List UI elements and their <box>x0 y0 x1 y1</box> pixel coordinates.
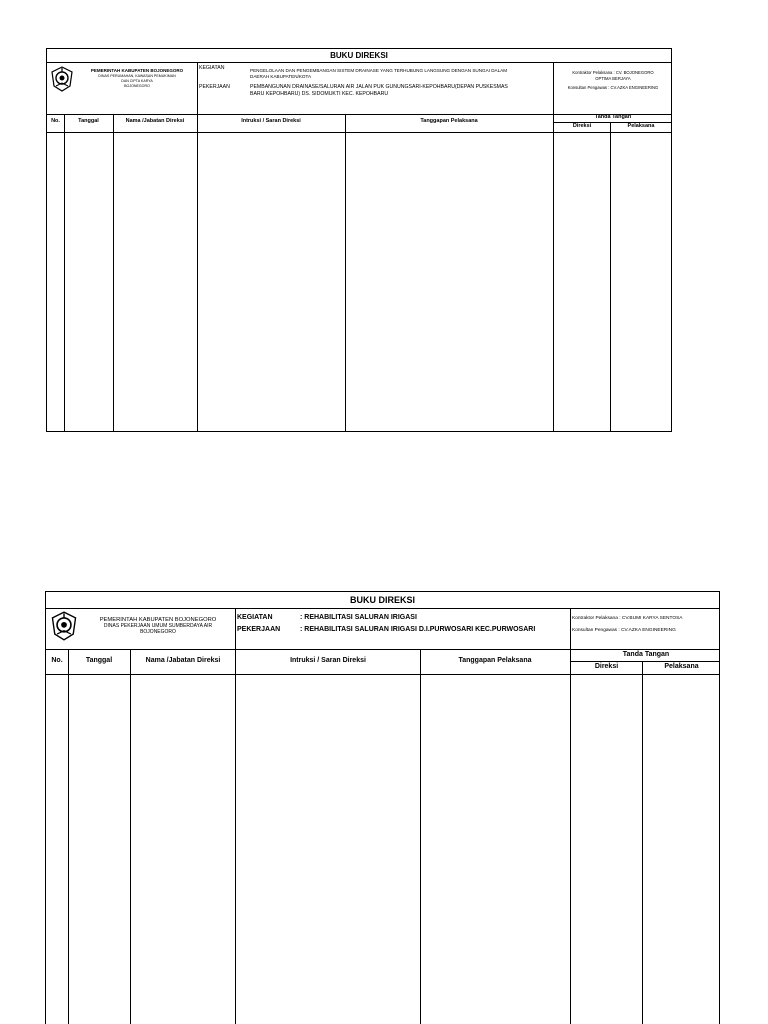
column-header-no: No. <box>51 118 60 124</box>
kontraktor-pelaksana-line2: OPTIMA BERJAYA <box>595 76 631 81</box>
pekerjaan-value: : REHABILITASI SALURAN IRIGASI D.I.PURWOSARI KEC.PURWOSARI <box>300 626 536 633</box>
direksi-form-2 <box>45 591 720 1024</box>
column-header-no: No. <box>51 657 63 664</box>
org-city: BOJONEGORO <box>124 84 150 88</box>
org-department: DINAS PEKERJAAN UMUM SUMBERDAYA AIR <box>103 623 213 629</box>
pekerjaan-label: PEKERJAAN <box>237 626 281 633</box>
column-header-tanggapan: Tanggapan Pelaksana <box>458 657 532 664</box>
column-header-tanggal: Tanggal <box>78 118 99 124</box>
column-header-instruksi: Intruksi / Saran Direksi <box>290 657 366 664</box>
bojonegoro-emblem-icon <box>51 66 73 92</box>
column-header-tanggal: Tanggal <box>85 657 113 664</box>
kegiatan-value-line2: DAERAH KABUPATEN/KOTA <box>250 74 312 79</box>
form-title: BUKU DIREKSI <box>349 595 415 605</box>
direksi-form-1 <box>46 48 672 432</box>
form-title: BUKU DIREKSI <box>330 51 388 60</box>
column-header-pelaksana: Pelaksana <box>664 663 699 670</box>
org-name: PEMERINTAH KABUPATEN BOJONEGORO <box>99 617 217 623</box>
column-header-tanda-tangan: Tanda Tangan <box>594 114 632 120</box>
column-header-nama-jabatan: Nama /Jabatan Direksi <box>125 118 185 124</box>
kegiatan-value: PENGELOLAAN DAN PENGEMBANGAN SISTEM DRAINASE YANG TERHUBUNG LANGSUNG DENGAN SUNGAI DALAM <box>250 68 508 73</box>
kegiatan-value: : REHABILITASI SALURAN IRIGASI <box>300 614 417 621</box>
column-header-instruksi: Intruksi / Saran Direksi <box>241 118 301 124</box>
org-department: DINAS PERUMAHAN, KAWASAN PEMUKIMAN <box>98 74 176 78</box>
org-department-2: DAN CIPTA KARYA <box>121 79 153 83</box>
org-name: PEMERINTAH KABUPATEN BOJONEGORO <box>90 68 184 73</box>
bojonegoro-emblem-icon <box>51 611 77 641</box>
column-header-pelaksana: Pelaksana <box>627 123 655 129</box>
org-city: BOJONEGORO <box>140 629 176 635</box>
column-header-nama-jabatan: Nama /Jabatan Direksi <box>145 657 221 664</box>
kontraktor-pelaksana: Kontraktor Pelaksana : CV.BUMI KARYA SENTOSA <box>572 616 683 621</box>
kontraktor-pelaksana: Kontraktor Pelaksana : CV. BOJONEGORO <box>572 70 654 75</box>
konsultan-pengawas: Konsultan Pengawas : CV.AZKA ENGINEERING <box>572 628 676 633</box>
kegiatan-label: KEGIATAN <box>237 614 273 621</box>
kegiatan-label: KEGIATAN <box>199 65 225 71</box>
pekerjaan-label: PEKERJAAN <box>199 84 230 90</box>
column-header-tanda-tangan: Tanda Tangan <box>622 651 670 658</box>
pekerjaan-value: PEMBANGUNAN DRAINASE/SALURAN AIR JALAN PUK GUNUNGSARI-KEPOHBARU(DEPAN PUSKESMAS <box>250 84 508 90</box>
column-header-direksi: Direksi <box>572 123 592 129</box>
column-header-direksi: Direksi <box>594 663 619 670</box>
column-header-tanggapan: Tanggapan Pelaksana <box>420 118 478 124</box>
konsultan-pengawas: Konsultan Pengawas : CV.AZKA ENGINEERING <box>567 85 659 90</box>
pekerjaan-value-line2: BARU KEPOHBARU) DS. SIDOMUKTI KEC. KEPOHBARU <box>250 91 389 97</box>
